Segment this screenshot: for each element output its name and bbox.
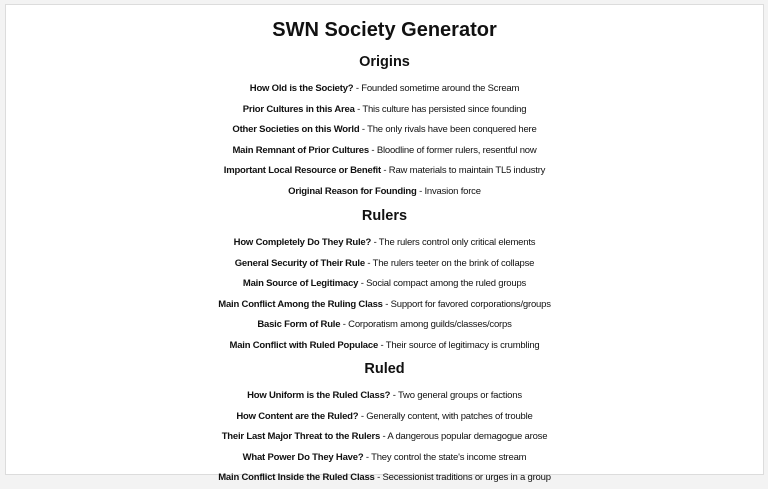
section-heading: Origins	[359, 54, 410, 70]
result-row: Their Last Major Threat to the Rulers - A dangerous popular demagogue arose	[221, 431, 548, 442]
row-label: Their Last Major Threat to the Rulers	[221, 431, 381, 442]
row-value: Their source of legitimacy is crumbling	[385, 339, 540, 351]
section-heading: Ruled	[364, 361, 405, 377]
row-label: Prior Cultures in this Area	[242, 103, 355, 115]
section-ruled	[6, 360, 763, 489]
section-heading: Rulers	[361, 208, 408, 224]
row-value: Social compact among the ruled groups	[366, 278, 527, 289]
row-value: A dangerous popular demagogue arose	[387, 431, 548, 442]
result-row: How Content are the Ruled? - Generally content, with patches of trouble	[236, 410, 533, 422]
row-value: Corporatism among guilds/classes/corps	[348, 319, 512, 330]
row-label: Original Reason for Founding	[288, 185, 417, 197]
result-row: General Security of Their Rule - The rulers teeter on the brink of collapse	[234, 257, 535, 269]
row-value: Support for favored corporations/groups	[390, 298, 551, 310]
row-label: Basic Form of Rule	[257, 319, 341, 330]
row-label: How Completely Do They Rule?	[233, 237, 372, 248]
row-label: What Power Do They Have?	[242, 451, 364, 463]
section-rulers	[6, 207, 763, 356]
row-label: How Old is the Society?	[249, 83, 354, 94]
result-row: Main Conflict with Ruled Populace - Their source of legitimacy is crumbling	[229, 339, 540, 351]
result-row: Main Conflict Among the Ruling Class - Support for favored corporations/groups	[218, 298, 551, 310]
result-row: Main Remnant of Prior Cultures - Bloodline of former rulers, resentful now	[232, 144, 537, 156]
row-value: The rulers teeter on the brink of collapse	[372, 257, 535, 269]
row-label: Other Societies on this World	[232, 124, 360, 135]
row-label: Main Source of Legitimacy	[242, 278, 359, 289]
row-value: Raw materials to maintain TL5 industry	[388, 165, 546, 176]
section-origins	[6, 53, 763, 202]
row-label: Main Conflict Inside the Ruled Class	[218, 472, 375, 483]
row-value: Founded sometime around the Scream	[361, 83, 520, 94]
row-label: General Security of Their Rule	[234, 257, 365, 269]
row-label: Main Conflict Among the Ruling Class	[218, 298, 383, 310]
result-row: What Power Do They Have? - They control the state's income stream	[242, 451, 527, 463]
row-label: Main Conflict with Ruled Populace	[229, 339, 379, 351]
row-value: Generally content, with patches of trouble	[366, 410, 533, 422]
row-value: The only rivals have been conquered here	[367, 124, 537, 135]
row-label: Important Local Resource or Benefit	[223, 165, 381, 176]
result-row: Basic Form of Rule - Corporatism among guilds/classes/corps	[257, 319, 512, 330]
row-value: Invasion force	[424, 185, 481, 197]
row-label: Main Remnant of Prior Cultures	[232, 144, 369, 156]
generator-page	[5, 4, 764, 483]
result-row: Prior Cultures in this Area - This culture has persisted since founding	[242, 103, 527, 115]
row-label: How Uniform is the Ruled Class?	[247, 390, 391, 401]
row-value: This culture has persisted since founding	[362, 103, 527, 115]
result-row: Original Reason for Founding - Invasion force	[288, 185, 481, 197]
result-row: Main Conflict Inside the Ruled Class - Secessionist traditions or urges in a group	[218, 472, 551, 483]
row-value: The rulers control only critical elements	[378, 237, 536, 248]
result-row: How Old is the Society? - Founded sometime around the Scream	[249, 83, 520, 94]
row-value: Bloodline of former rulers, resentful now	[376, 144, 537, 156]
row-value: Secessionist traditions or urges in a group	[382, 472, 551, 483]
row-value: Two general groups or factions	[397, 390, 522, 401]
page-title: SWN Society Generator	[272, 19, 497, 41]
result-row: How Uniform is the Ruled Class? - Two general groups or factions	[247, 390, 522, 401]
row-label: How Content are the Ruled?	[236, 410, 359, 422]
row-value: They control the state's income stream	[371, 451, 527, 463]
result-row: Important Local Resource or Benefit - Raw materials to maintain TL5 industry	[223, 165, 546, 176]
result-row: Other Societies on this World - The only rivals have been conquered here	[232, 124, 537, 135]
result-row: Main Source of Legitimacy - Social compact among the ruled groups	[242, 278, 527, 289]
result-row: How Completely Do They Rule? - The rulers control only critical elements	[233, 237, 536, 248]
